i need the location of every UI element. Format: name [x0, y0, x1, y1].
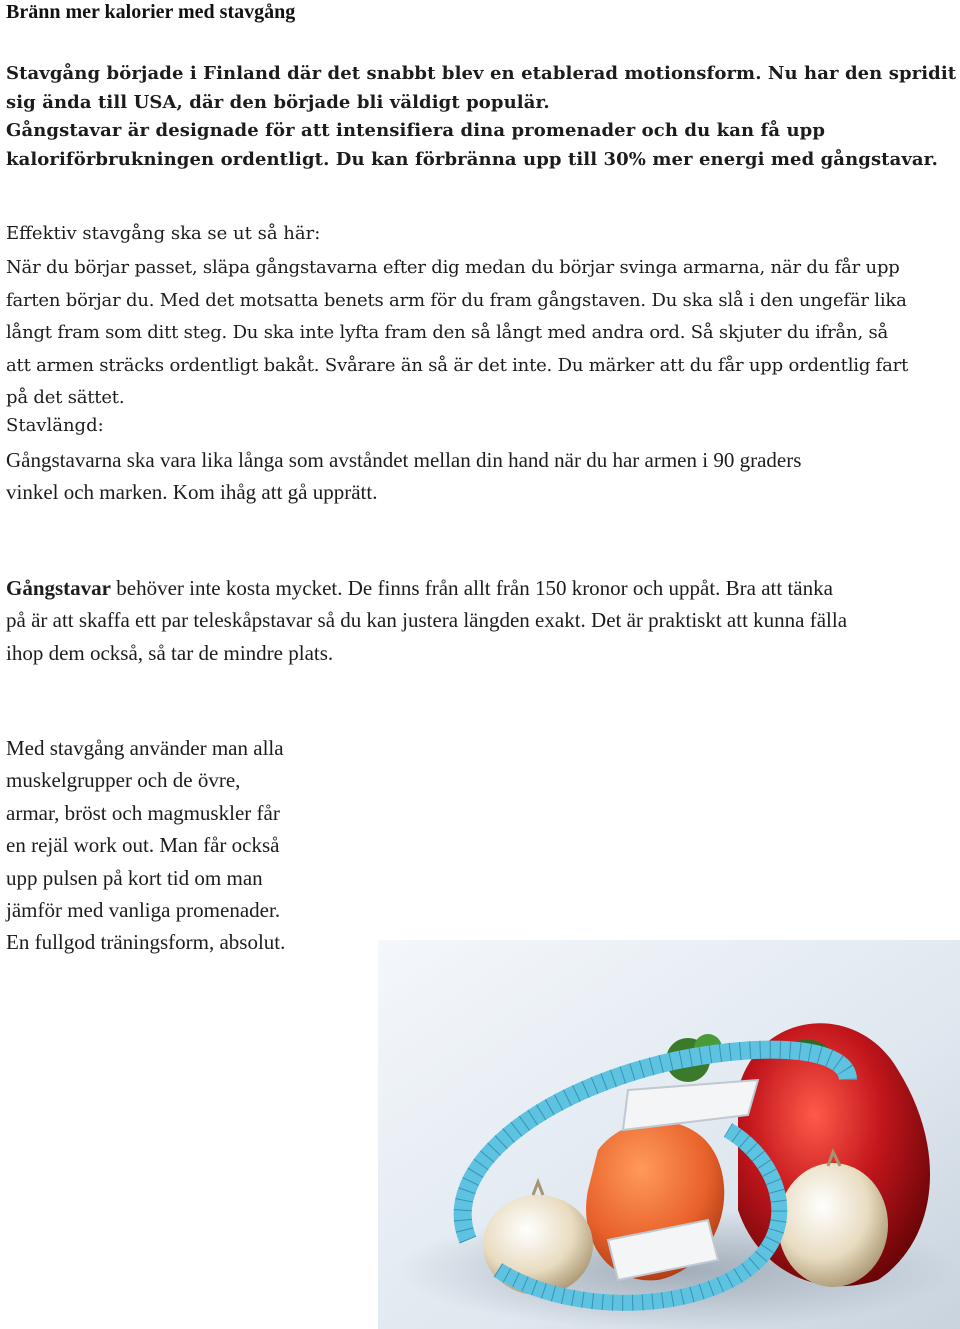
muskel-paragraph: [6, 732, 346, 959]
muskel-line: Med stavgång använder man alla: [6, 736, 284, 760]
muskel-line: muskelgrupper och de övre,: [6, 768, 241, 793]
effektiv-line: på det sättet.: [6, 387, 125, 409]
page-title: Bränn mer kalorier med stavgång: [6, 1, 296, 23]
intro-line: Stavgång började i Finland där det snabbt blev en etablerad motionsform. Nu har den spridit: [6, 63, 957, 84]
stavlangd-line: vinkel och marken. Kom ihåg att gå upprätt.: [6, 480, 378, 505]
intro-line: Gångstavar är designade för att intensifiera dina promenader och du kan få upp: [6, 120, 826, 141]
stavlangd-heading: Stavlängd:: [6, 415, 104, 436]
gangstavar-line: ihop dem också, så tar de mindre plats.: [6, 640, 334, 665]
stavlangd-paragraph: [6, 444, 946, 509]
gangstavar-bold-word: Gångstavar: [6, 576, 111, 600]
effektiv-line: långt fram som ditt steg. Du ska inte lyfta fram den så långt med andra ord. Så skjuter du ifrån, så: [6, 322, 889, 344]
vegetables-measuring-tape-photo: [378, 940, 960, 1329]
muskel-line: upp pulsen på kort tid om man: [6, 865, 263, 890]
intro-line: sig ända till USA, där den började bli väldigt populär.: [6, 91, 550, 113]
stavlangd-line: Gångstavarna ska vara lika långa som avståndet mellan din hand när du har armen i 90 graders: [6, 448, 802, 472]
muskel-line: armar, bröst och magmuskler får: [6, 800, 280, 825]
effektiv-line: att armen sträcks ordentligt bakåt. Svårare än så är det inte. Du märker att du får upp ordentlig fart: [6, 354, 909, 376]
intro-paragraph: [6, 60, 957, 174]
muskel-line: en rejäl work out. Man får också: [6, 833, 280, 858]
effektiv-paragraph: [6, 252, 946, 415]
gangstavar-first-line: [6, 572, 946, 604]
gangstavar-line: på är att skaffa ett par teleskåpstavar så du kan justera längden exakt. Det är praktiskt att kunna fälla: [6, 608, 848, 633]
gangstavar-paragraph: [6, 572, 946, 669]
muskel-line: En fullgod träningsform, absolut.: [6, 930, 286, 955]
intro-line: kaloriförbrukningen ordentligt. Du kan förbränna upp till 30% mer energi med gångstavar.: [6, 148, 938, 170]
effektiv-heading: Effektiv stavgång ska se ut så här:: [6, 223, 321, 244]
photo-illustration: [378, 940, 960, 1329]
gangstavar-first-line-rest: behöver inte kosta mycket. De finns från allt från 150 kronor och uppåt. Bra att tänka: [111, 576, 833, 600]
effektiv-line: farten börjar du. Med det motsatta benets arm för du fram gångstaven. Du ska slå i den ungefär lika: [6, 289, 907, 311]
effektiv-line: När du börjar passet, släpa gångstavarna efter dig medan du börjar svinga armarna, när du får upp: [6, 257, 900, 278]
muskel-line: jämför med vanliga promenader.: [6, 898, 281, 923]
onion-right: [778, 1163, 888, 1287]
